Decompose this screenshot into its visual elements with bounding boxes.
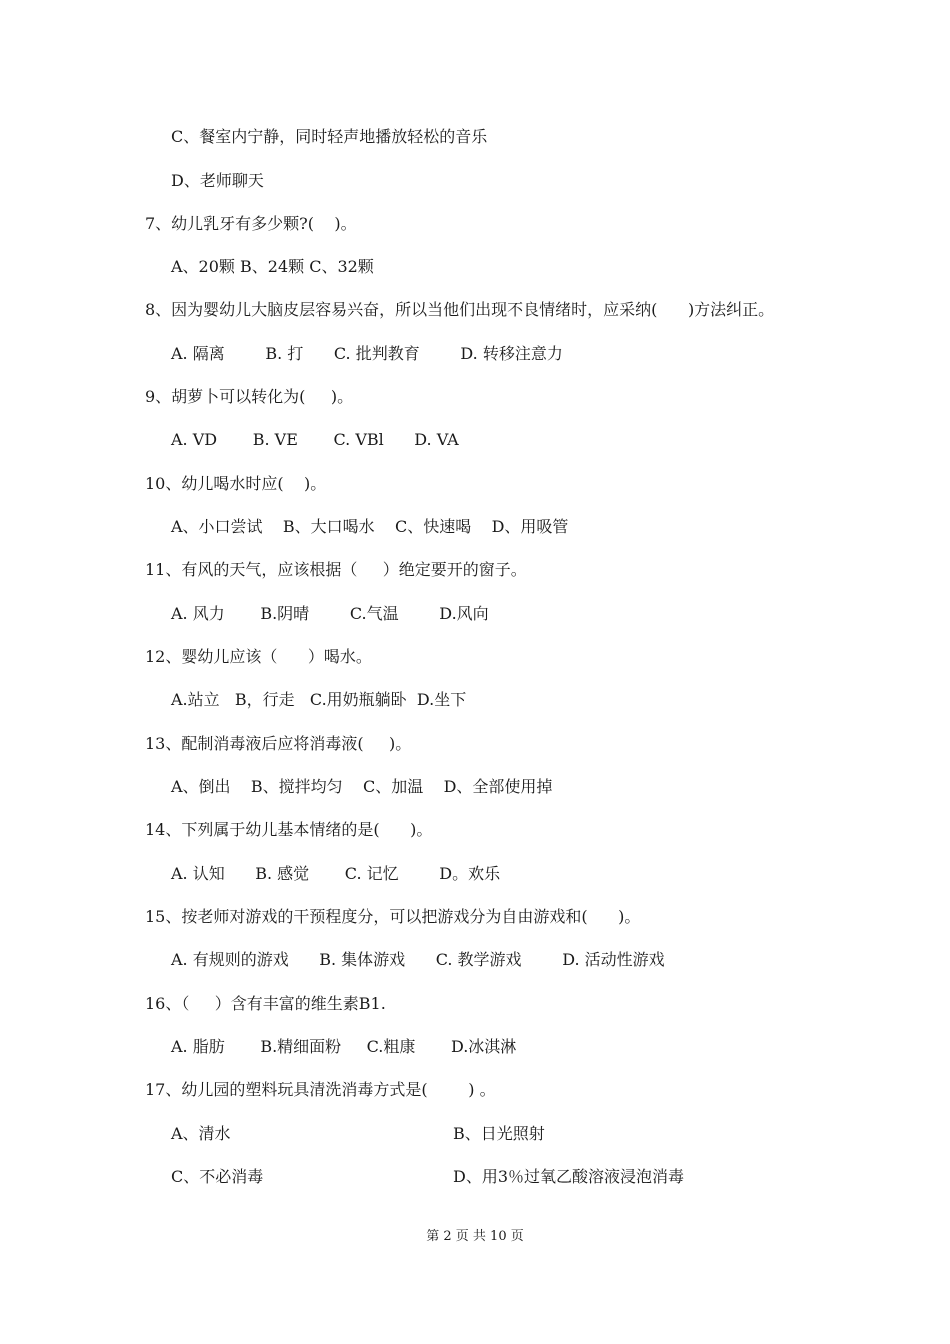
question-17-option-d: D、用3％过氧乙酸溶液浸泡消毒: [453, 1167, 685, 1186]
question-11: 11、有风的天气，应该根据（ ）绝定要开的窗子。: [145, 560, 527, 579]
option-d-prev: D、老师聊天: [171, 171, 264, 190]
page-footer: 第 2 页 共 10 页: [426, 1229, 524, 1244]
question-14-options: A. 认知 B. 感觉 C. 记忆 D。欢乐: [171, 864, 501, 883]
question-10: 10、幼儿喝水时应( )。: [145, 474, 327, 493]
question-8: 8、因为婴幼儿大脑皮层容易兴奋，所以当他们出现不良情绪时，应采纳( )方法纠正。: [145, 300, 775, 319]
option-c-prev: C、餐室内宁静，同时轻声地播放轻松的音乐: [171, 127, 488, 146]
question-15-options: A. 有规则的游戏 B. 集体游戏 C. 教学游戏 D. 活动性游戏: [171, 950, 665, 969]
question-8-options: A. 隔离 B. 打 C. 批判教育 D. 转移注意力: [171, 344, 563, 363]
question-17: 17、幼儿园的塑料玩具清洗消毒方式是( ) 。: [145, 1080, 496, 1099]
question-17-option-a: A、清水: [171, 1124, 231, 1143]
question-7-options: A、20颗 B、24颗 C、32颗: [171, 257, 374, 276]
question-13: 13、配制消毒液后应将消毒液( )。: [145, 734, 412, 753]
question-12: 12、婴幼儿应该（ ）喝水。: [145, 647, 372, 666]
question-16: 16、（ ）含有丰富的维生素B1.: [145, 994, 386, 1013]
question-15: 15、按老师对游戏的干预程度分，可以把游戏分为自由游戏和( )。: [145, 907, 641, 926]
question-9: 9、胡萝卜可以转化为( )。: [145, 387, 354, 406]
question-17-option-b: B、日光照射: [453, 1124, 545, 1143]
question-16-options: A. 脂肪 B.精细面粉 C.粗康 D.冰淇淋: [171, 1037, 517, 1056]
question-11-options: A. 风力 B.阴晴 C.气温 D.风向: [171, 604, 489, 623]
question-14: 14、下列属于幼儿基本情绪的是( )。: [145, 820, 433, 839]
question-7: 7、幼儿乳牙有多少颗?( )。: [145, 214, 357, 233]
question-12-options: A.站立 B，行走 C.用奶瓶躺卧 D.坐下: [171, 690, 467, 709]
question-13-options: A、倒出 B、搅拌均匀 C、加温 D、全部使用掉: [171, 777, 553, 796]
question-10-options: A、小口尝试 B、大口喝水 C、快速喝 D、用吸管: [171, 517, 569, 536]
question-17-option-c: C、不必消毒: [171, 1167, 264, 1186]
question-9-options: A. VD B. VE C. VBl D. VA: [171, 430, 459, 449]
